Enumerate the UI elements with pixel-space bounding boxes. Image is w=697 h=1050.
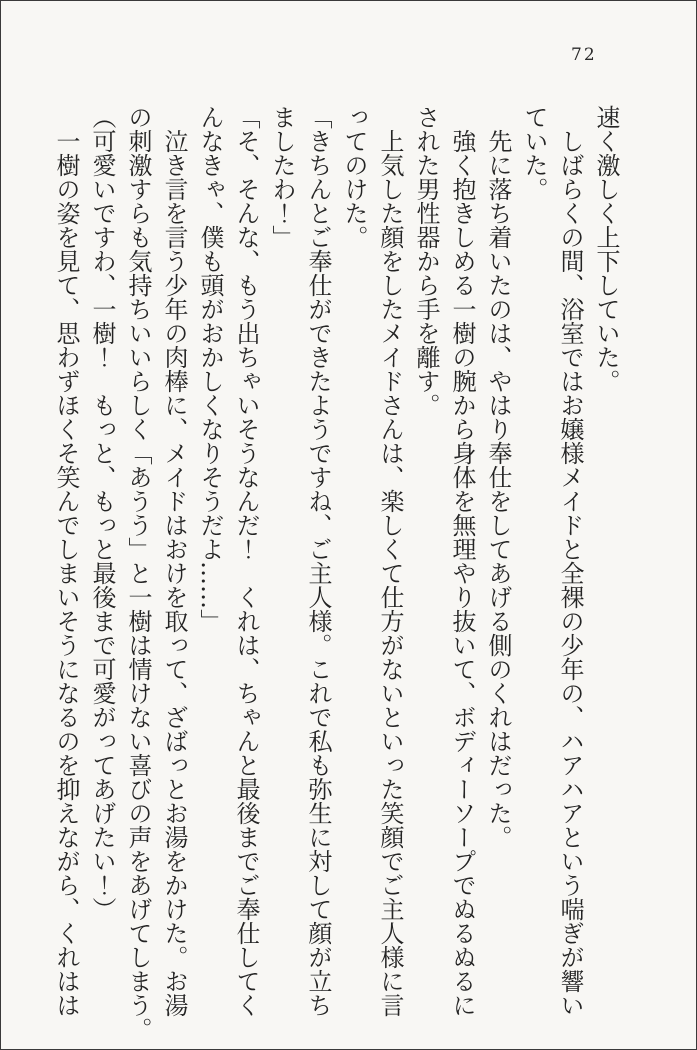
- text-column: しばらくの間、浴室ではお嬢様メイドと全裸の少年の、ハアハアという喘ぎが響い: [556, 105, 584, 1017]
- text-column: 一樹の姿を見て、思わずほくそ笑んでしまいそうになるのを抑えながら、くれはは: [52, 105, 80, 1017]
- text-column: ましたわ！」: [268, 105, 296, 249]
- text-column: ってのけた。: [340, 105, 368, 249]
- text-column: （可愛いですわ、一樹！ もっと、もっと最後まで可愛がってあげたい！）: [88, 105, 116, 921]
- text-column: ていた。: [520, 105, 548, 201]
- text-column: んなきゃ、僕も頭がおかしくなりそうだよ……」: [196, 105, 224, 633]
- text-column: 泣き言を言う少年の肉棒に、メイドはおけを取って、ざばっとお湯をかけた。お湯: [160, 105, 188, 1017]
- text-column: 速く激しく上下していた。: [592, 105, 620, 393]
- text-column: 「きちんとご奉仕ができたようですね、ご主人様。これで私も弥生に対して顔が立ち: [304, 105, 332, 1017]
- text-column: の刺激すらも気持ちいいらしく「あうう」と一樹は情けない喜びの声をあげてしまう。: [124, 105, 152, 1041]
- text-column: 強く抱きしめる一樹の腕から身体を無理やり抜いて、ボディーソープでぬるぬるに: [448, 105, 476, 1017]
- page-number: 72: [571, 45, 597, 65]
- text-column: 先に落ち着いたのは、やはり奉仕をしてあげる側のくれはだった。: [484, 105, 512, 849]
- text-column: 上気した顔をしたメイドさんは、楽しくて仕方がないといった笑顔でご主人様に言: [376, 105, 404, 1017]
- text-block: [48, 105, 624, 1041]
- text-column: された男性器から手を離す。: [412, 105, 440, 417]
- text-column: 「そ、そんな、もう出ちゃいそうなんだ！ くれは、ちゃんと最後までご奉仕してく: [232, 105, 260, 1017]
